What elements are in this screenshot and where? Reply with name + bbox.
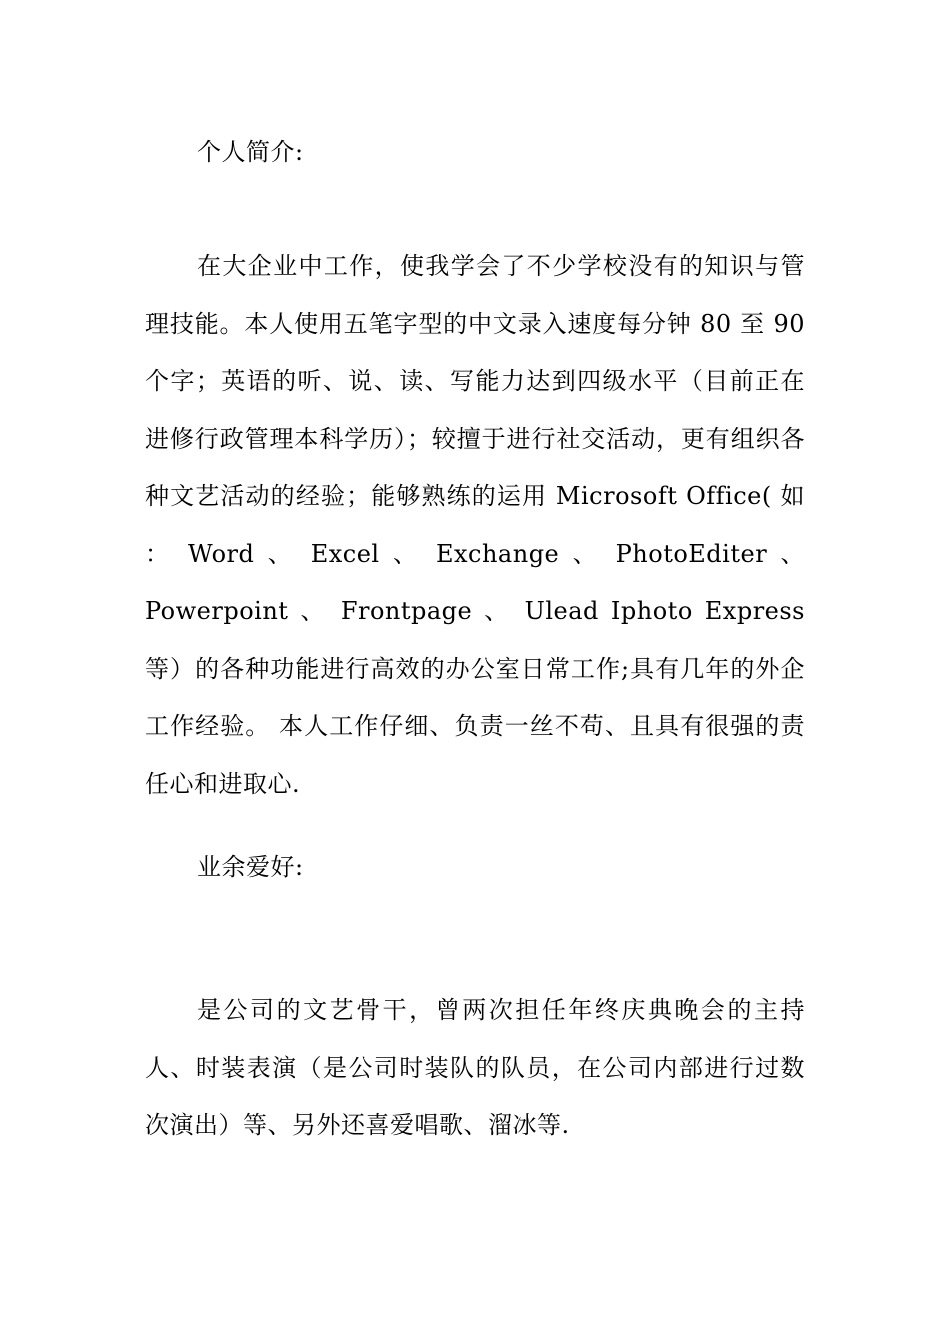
section-heading-intro: 个人简介: bbox=[197, 138, 304, 166]
section-heading-hobbies: 业余爱好: bbox=[197, 853, 304, 881]
section-body-intro: 在大企业中工作，使我学会了不少学校没有的知识与管理技能。本人使用五笔字型的中文录入速度每分钟 80 至 90 个字；英语的听、说、读、写能力达到四级水平（目前正在进修行政管理本科学历）；较擅于进行社交活动，更有组织各种文艺活动的经验；能够熟练的运用 Microsoft Office( 如 ： Word 、 Excel 、 Exchange 、 PhotoEditer 、 Powerpoint 、 Frontpage 、 Ulead Iphoto Express 等）的各种功能进行高效的办公室日常工作;具有几年的外企工作经验。 本人工作仔细、负责一丝不苟、且具有很强的责任心和进取心. bbox=[145, 252, 805, 798]
section-body-hobbies: 是公司的文艺骨干，曾两次担任年终庆典晚会的主持人、时装表演（是公司时装队的队员，在公司内部进行过数次演出）等、另外还喜爱唱歌、溜冰等. bbox=[145, 996, 805, 1139]
